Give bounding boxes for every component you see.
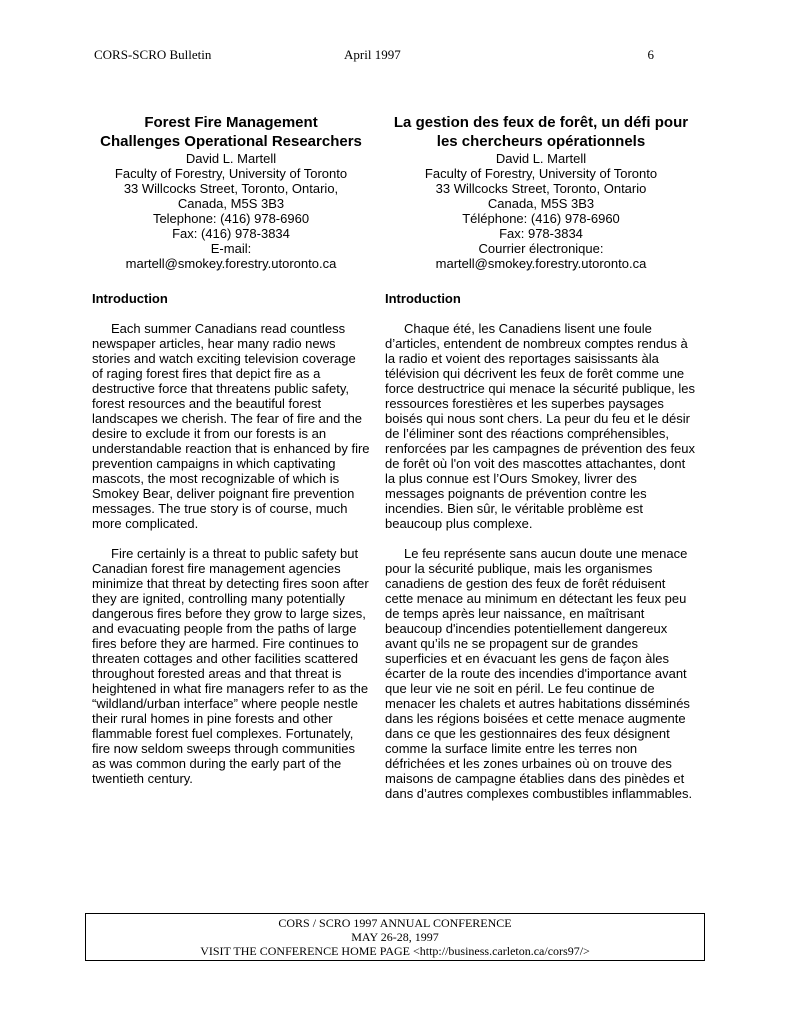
english-title-line: Forest Fire Management (144, 114, 318, 131)
author-telephone: Telephone: (416) 978-6960 (152, 211, 310, 226)
author-address: 33 Willcocks Street, Toronto, Ontario, (123, 181, 339, 196)
author-address: Canada, M5S 3B3 (177, 196, 285, 211)
author-fax: Fax: (416) 978-3834 (172, 226, 290, 241)
french-title-line: les chercheurs opérationnels (436, 133, 646, 150)
french-title-line: La gestion des feux de forêt, un défi pour (393, 114, 689, 131)
english-author-block (92, 151, 370, 271)
french-title (385, 113, 697, 151)
author-name: David L. Martell (185, 151, 277, 166)
author-email: martell@smokey.forestry.utoronto.ca (125, 256, 337, 271)
english-title (92, 113, 370, 151)
author-address: 33 Willcocks Street, Toronto, Ontario (435, 181, 647, 196)
french-paragraph: Chaque été, les Canadiens lisent une foule d’articles, entendent de nombreux comptes rendus à la radio et voient des reportages saisissants àla télévision qui décrivent les feux de forêt comme une force destructrice qui menace la sécurité publique, les ressources forestières et les superbes paysages boisés qui nous sont chers. La peur du feu et le désir de l’éliminer sont des réactions compréhensibles, renforcées par les campagnes de prévention des feux de forêt où l'on voit des mascottes attachantes, dont la plus connue est l’Ours Smokey, livrer des messages poignants de prévention contre les incendies. Bien sûr, le véritable problème est beaucoup plus complexe. (385, 321, 696, 531)
bulletin-name: CORS-SCRO Bulletin (94, 47, 212, 62)
page-header (94, 47, 654, 65)
author-email-label: E-mail: (210, 241, 252, 256)
conference-footer-box (85, 913, 705, 961)
author-fax: Fax: 978-3834 (499, 226, 583, 241)
english-title-line: Challenges Operational Researchers (100, 133, 362, 150)
french-paragraph: Le feu représente sans aucun doute une menace pour la sécurité publique, mais les organismes canadiens de gestion des feux de forêt réduisent cette menace au minimum en détectant les feux peu de temps après leur naissance, en maîtrisant beaucoup d'incendies potentiellement dangereux avant qu’ils ne se propagent sur de grandes superficies et en évacuant les gens de façon àles écarter de la route des incendies d'importance avant que leur vie ne soit en péril. Le feu continue de menacer les chalets et autres habitations disséminés dans les régions boisées et cette menace augmente dans ce que les gestionnaires des feux désignent comme la surface limite entre les terres non défrichées et les zones urbaines où on trouve des maisons de campagne établies dans des pinèdes et dans d’autres complexes combustibles inflammables. (385, 546, 693, 801)
author-affiliation: Faculty of Forestry, University of Toronto (114, 166, 348, 181)
footer-link: VISIT THE CONFERENCE HOME PAGE <http://business.carleton.ca/cors97/> (200, 944, 590, 958)
footer-line: MAY 26-28, 1997 (351, 930, 439, 944)
english-column (92, 113, 370, 801)
english-section-heading: Introduction (92, 291, 168, 306)
french-column (385, 113, 697, 816)
author-email: martell@smokey.forestry.utoronto.ca (435, 256, 647, 271)
french-author-block (385, 151, 697, 271)
english-paragraph: Each summer Canadians read countless newspaper articles, hear many radio news stories and watch exciting television coverage of raging forest fires that depict fire as a destructive force that threatens public safety, forest resources and the beautiful forest landscapes we cherish. The fear of fire and the desire to exclude it from our forests is an understandable reaction that is enhanced by fire prevention campaigns in which captivating mascots, the most recognizable of which is Smokey Bear, deliver poignant fire prevention messages. The true story is of course, much more complicated. (92, 321, 370, 531)
issue-date: April 1997 (344, 47, 401, 62)
author-name: David L. Martell (495, 151, 587, 166)
footer-line: CORS / SCRO 1997 ANNUAL CONFERENCE (278, 916, 512, 930)
author-telephone: Téléphone: (416) 978-6960 (462, 211, 620, 226)
author-email-label: Courrier électronique: (478, 241, 604, 256)
english-paragraph: Fire certainly is a threat to public safety but Canadian forest fire management agencies minimize that threat by detecting fires soon after they are ignited, controlling many potentially dangerous fires before they grow to large sizes, and evacuating people from the paths of large fires before they are harmed. Fire continues to threaten cottages and other facilities scattered throughout forested areas and that threat is heightened in what fire managers refer to as the “wildland/urban interface” where people nestle their rural homes in pine forests and other flammable forest fuel complexes. Fortunately, fire now seldom sweeps through communities as was common during the early part of the twentieth century. (92, 546, 369, 786)
author-address: Canada, M5S 3B3 (487, 196, 595, 211)
page-number: 6 (647, 47, 654, 62)
french-section-heading: Introduction (385, 291, 461, 306)
author-affiliation: Faculty of Forestry, University of Toronto (424, 166, 658, 181)
